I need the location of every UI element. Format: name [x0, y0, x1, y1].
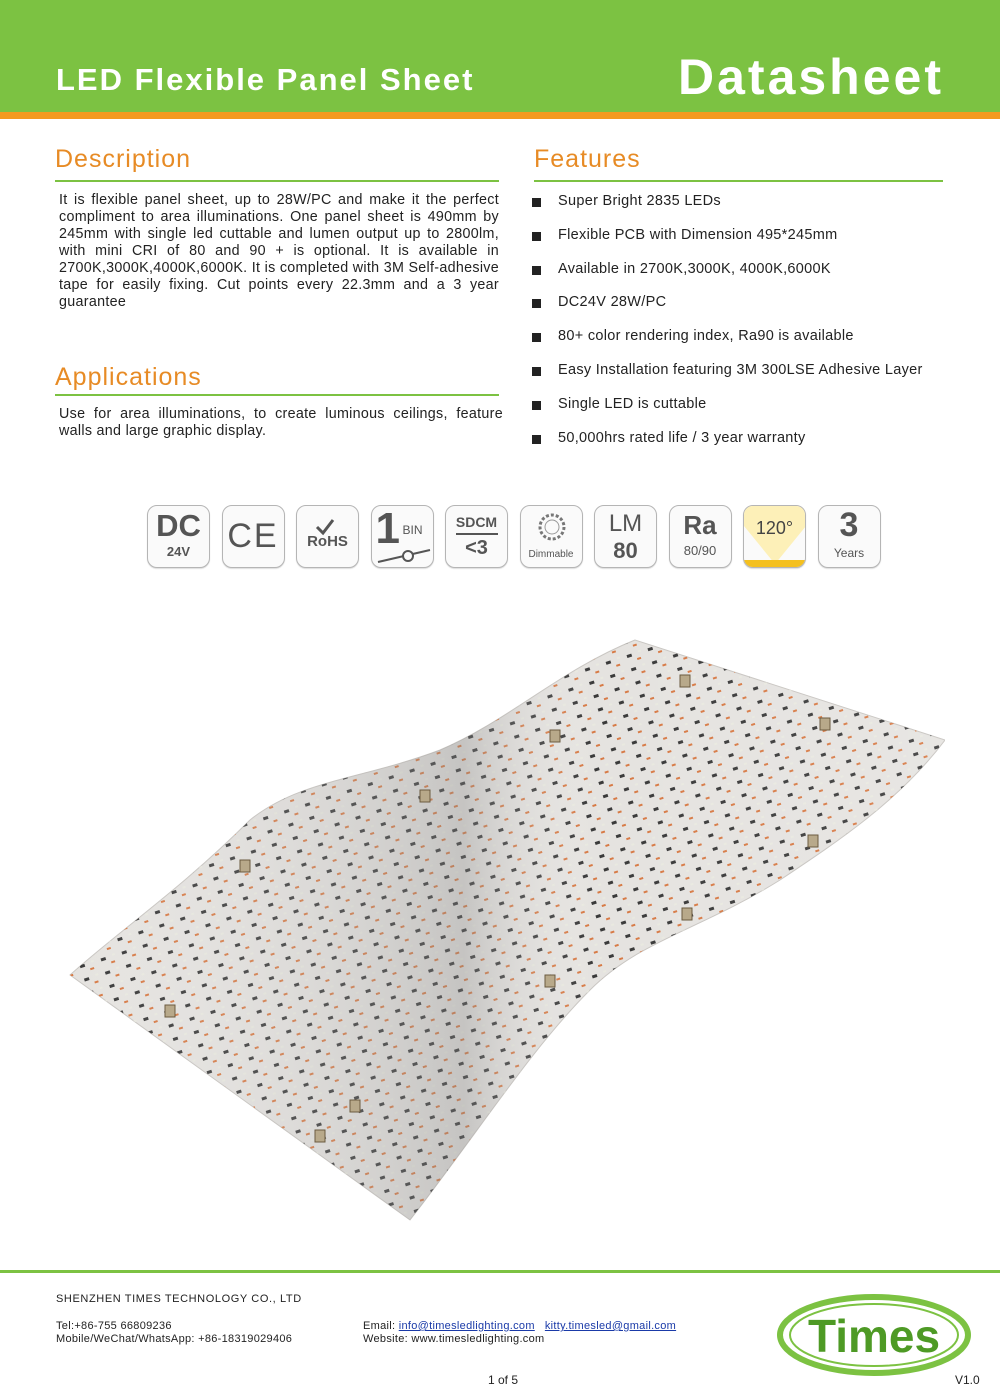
header-title: Datasheet — [678, 49, 944, 105]
feature-item: Available in 2700K,3000K, 4000K,6000K — [532, 261, 923, 295]
company-name: SHENZHEN TIMES TECHNOLOGY CO., LTD — [56, 1293, 302, 1305]
description-title: Description — [55, 145, 192, 173]
warranty-years-icon: 3 Years — [818, 505, 881, 568]
bullet-icon — [532, 266, 541, 275]
header-subtitle: LED Flexible Panel Sheet — [56, 62, 475, 97]
applications-rule — [55, 394, 499, 396]
header-accent-bar — [0, 112, 1000, 119]
email-link-kitty[interactable]: kitty.timesled@gmail.com — [544, 1320, 677, 1332]
header-banner — [0, 0, 1000, 112]
times-logo — [776, 1290, 972, 1380]
bullet-icon — [532, 367, 541, 376]
beam-angle-icon: 120° — [743, 505, 806, 568]
led-panel-image — [60, 630, 945, 1230]
bullet-icon — [532, 333, 541, 342]
dimmable-icon: Dimmable — [520, 505, 583, 568]
cri-ra-icon: Ra 80/90 — [669, 505, 732, 568]
version-label: V1.0 — [955, 1373, 980, 1387]
feature-item: 80+ color rendering index, Ra90 is available — [532, 328, 923, 362]
feature-item: 50,000hrs rated life / 3 year warranty — [532, 430, 923, 464]
description-text: It is flexible panel sheet, up to 28W/PC and make it the perfect compliment to area illuminations. One panel sheet is 490mm by 245mm with single led cuttable and lumen output up to 2800lm, with mini CRI of 80 and 90 + is optional. It is available in 2700K,3000K,4000K,6000K. It is completed with 3M Self-adhesive tape for easily fixing. Cut points every 22.3mm and a 3 year guarantee — [59, 192, 499, 310]
feature-item: Flexible PCB with Dimension 495*245mm — [532, 227, 923, 261]
bullet-icon — [532, 435, 541, 444]
feature-item: Easy Installation featuring 3M 300LSE Adhesive Layer — [532, 362, 923, 396]
description-rule — [55, 180, 499, 182]
dc-24v-icon: DC 24V — [147, 505, 210, 568]
bullet-icon — [532, 232, 541, 241]
applications-text: Use for area illuminations, to create luminous ceilings, feature walls and large graphic display. — [59, 406, 503, 439]
lumen-icon: LM 80 — [594, 505, 657, 568]
ce-icon: CE — [222, 505, 285, 568]
email-link-info[interactable]: info@timesledlighting.com — [398, 1320, 535, 1332]
bullet-icon — [532, 401, 541, 410]
page-number: 1 of 5 — [488, 1373, 519, 1387]
features-title: Features — [534, 145, 641, 173]
footer-website: Website: www.timesledlighting.com — [363, 1333, 545, 1345]
sdcm-icon: SDCM <3 — [445, 505, 508, 568]
feature-item: DC24V 28W/PC — [532, 294, 923, 328]
features-rule — [534, 180, 943, 182]
feature-item: Super Bright 2835 LEDs — [532, 193, 923, 227]
bullet-icon — [532, 198, 541, 207]
bin-icon: 1 BIN — [371, 505, 434, 568]
applications-title: Applications — [55, 363, 202, 391]
footer-rule — [0, 1270, 1000, 1273]
rohs-icon: RoHS — [296, 505, 359, 568]
footer-tel: Tel:+86-755 66809236 — [56, 1320, 172, 1332]
bullet-icon — [532, 299, 541, 308]
spec-icons-row — [147, 505, 892, 568]
svg-text:Times: Times — [807, 1310, 941, 1362]
footer-mobile: Mobile/WeChat/WhatsApp: +86-18319029406 — [56, 1333, 293, 1345]
feature-item: Single LED is cuttable — [532, 396, 923, 430]
footer-email-line: Email: info@timesledlighting.com kitty.timesled@gmail.com — [363, 1320, 677, 1332]
features-list — [532, 193, 923, 463]
